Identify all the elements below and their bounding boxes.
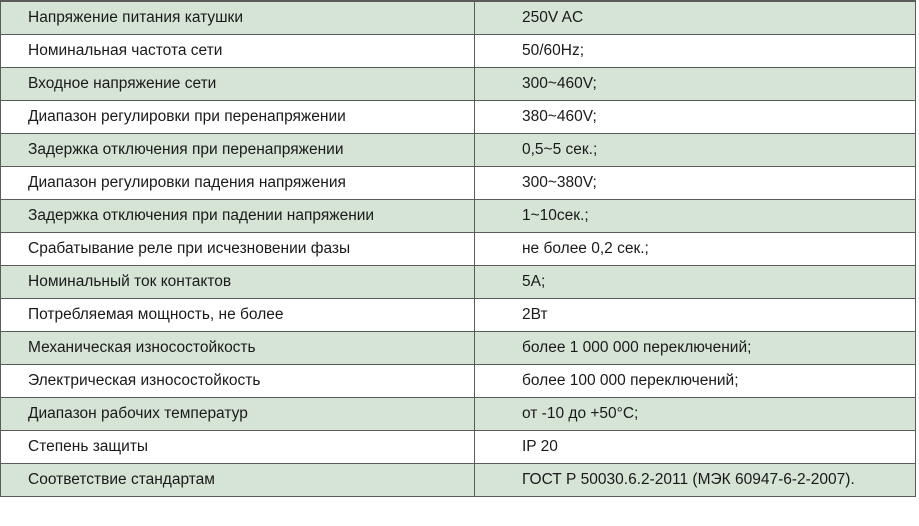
parameter-name-cell: Номинальная частота сети [1,34,475,67]
table-row [1,298,916,331]
parameter-value-cell: 1~10сек.; [475,199,916,232]
parameter-value-cell: 50/60Hz; [475,34,916,67]
parameter-name-cell: Электрическая износостойкость [1,364,475,397]
parameter-name-cell: Механическая износостойкость [1,331,475,364]
parameter-value-cell: более 1 000 000 переключений; [475,331,916,364]
table-row [1,67,916,100]
table-row [1,397,916,430]
table-row [1,34,916,67]
parameter-name-cell: Соответствие стандартам [1,463,475,496]
parameter-value-cell: 250V AC [475,1,916,34]
parameter-value-cell: 2Вт [475,298,916,331]
table-row [1,232,916,265]
parameter-value-cell: IP 20 [475,430,916,463]
parameter-value-cell: более 100 000 переключений; [475,364,916,397]
parameter-value-cell: ГОСТ Р 50030.6.2-2011 (МЭК 60947-6-2-2007). [475,463,916,496]
table-row [1,100,916,133]
parameter-name-cell: Диапазон регулировки при перенапряжении [1,100,475,133]
table-row [1,364,916,397]
parameter-value-cell: 5А; [475,265,916,298]
parameter-name-cell: Входное напряжение сети [1,67,475,100]
table-row [1,265,916,298]
table-row [1,430,916,463]
parameter-name-cell: Срабатывание реле при исчезновении фазы [1,232,475,265]
table-row [1,166,916,199]
parameter-name-cell: Диапазон рабочих температур [1,397,475,430]
parameter-value-cell: 300~380V; [475,166,916,199]
table-row [1,199,916,232]
parameter-value-cell: не более 0,2 сек.; [475,232,916,265]
table-row [1,1,916,34]
parameter-name-cell: Степень защиты [1,430,475,463]
parameter-name-cell: Потребляемая мощность, не более [1,298,475,331]
parameter-name-cell: Напряжение питания катушки [1,1,475,34]
table-row [1,331,916,364]
parameter-value-cell: 0,5~5 сек.; [475,133,916,166]
parameter-name-cell: Задержка отключения при падении напряжении [1,199,475,232]
parameter-value-cell: 380~460V; [475,100,916,133]
parameter-value-cell: от -10 до +50°С; [475,397,916,430]
parameter-name-cell: Номинальный ток контактов [1,265,475,298]
parameter-name-cell: Задержка отключения при перенапряжении [1,133,475,166]
table-row [1,463,916,496]
parameter-name-cell: Диапазон регулировки падения напряжения [1,166,475,199]
table-row [1,133,916,166]
specifications-table-body [1,1,916,496]
parameter-value-cell: 300~460V; [475,67,916,100]
